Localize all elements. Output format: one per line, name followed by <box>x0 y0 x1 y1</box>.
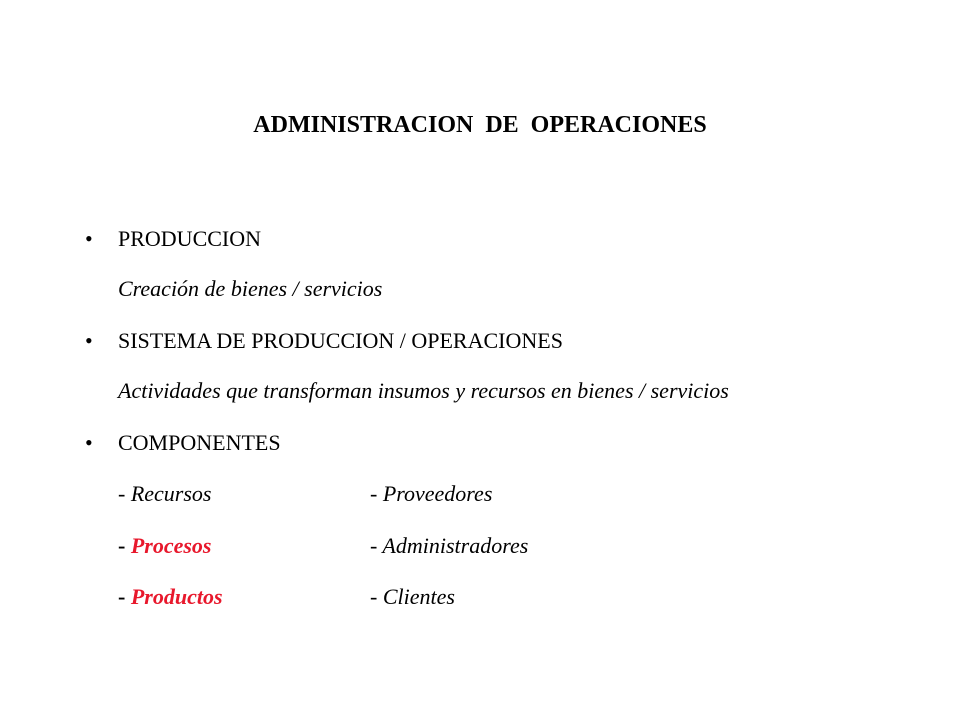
bullet-heading: COMPONENTES <box>118 430 281 455</box>
bullet-produccion <box>85 223 261 255</box>
component-left-label-highlight: Procesos <box>130 533 212 558</box>
bullet-dot-icon: • <box>85 328 93 353</box>
bullet-heading: PRODUCCION <box>118 226 262 251</box>
slide-title: ADMINISTRACION DE OPERACIONES <box>253 112 707 138</box>
component-right-label: - Clientes <box>370 584 455 609</box>
component-right-label: - Proveedores <box>370 481 493 506</box>
component-dash: - <box>118 533 131 558</box>
component-left-label-highlight: Productos <box>130 584 223 609</box>
component-left <box>118 478 211 510</box>
bullet-dot-icon: • <box>85 226 93 251</box>
bullet-description: Actividades que transforman insumos y recursos en bienes / servicios <box>118 378 729 403</box>
bullet-dot-icon: • <box>85 430 93 455</box>
component-left <box>118 581 223 613</box>
bullet-componentes <box>85 427 281 459</box>
bullet-sistema <box>85 325 563 357</box>
component-left <box>118 530 211 562</box>
component-dash: - <box>118 584 131 609</box>
component-left-label: Recursos <box>130 481 212 506</box>
bullet-heading: SISTEMA DE PRODUCCION / OPERACIONES <box>118 328 563 353</box>
bullet-description: Creación de bienes / servicios <box>118 276 383 301</box>
component-dash: - <box>118 481 131 506</box>
component-right-label: - Administradores <box>370 533 529 558</box>
